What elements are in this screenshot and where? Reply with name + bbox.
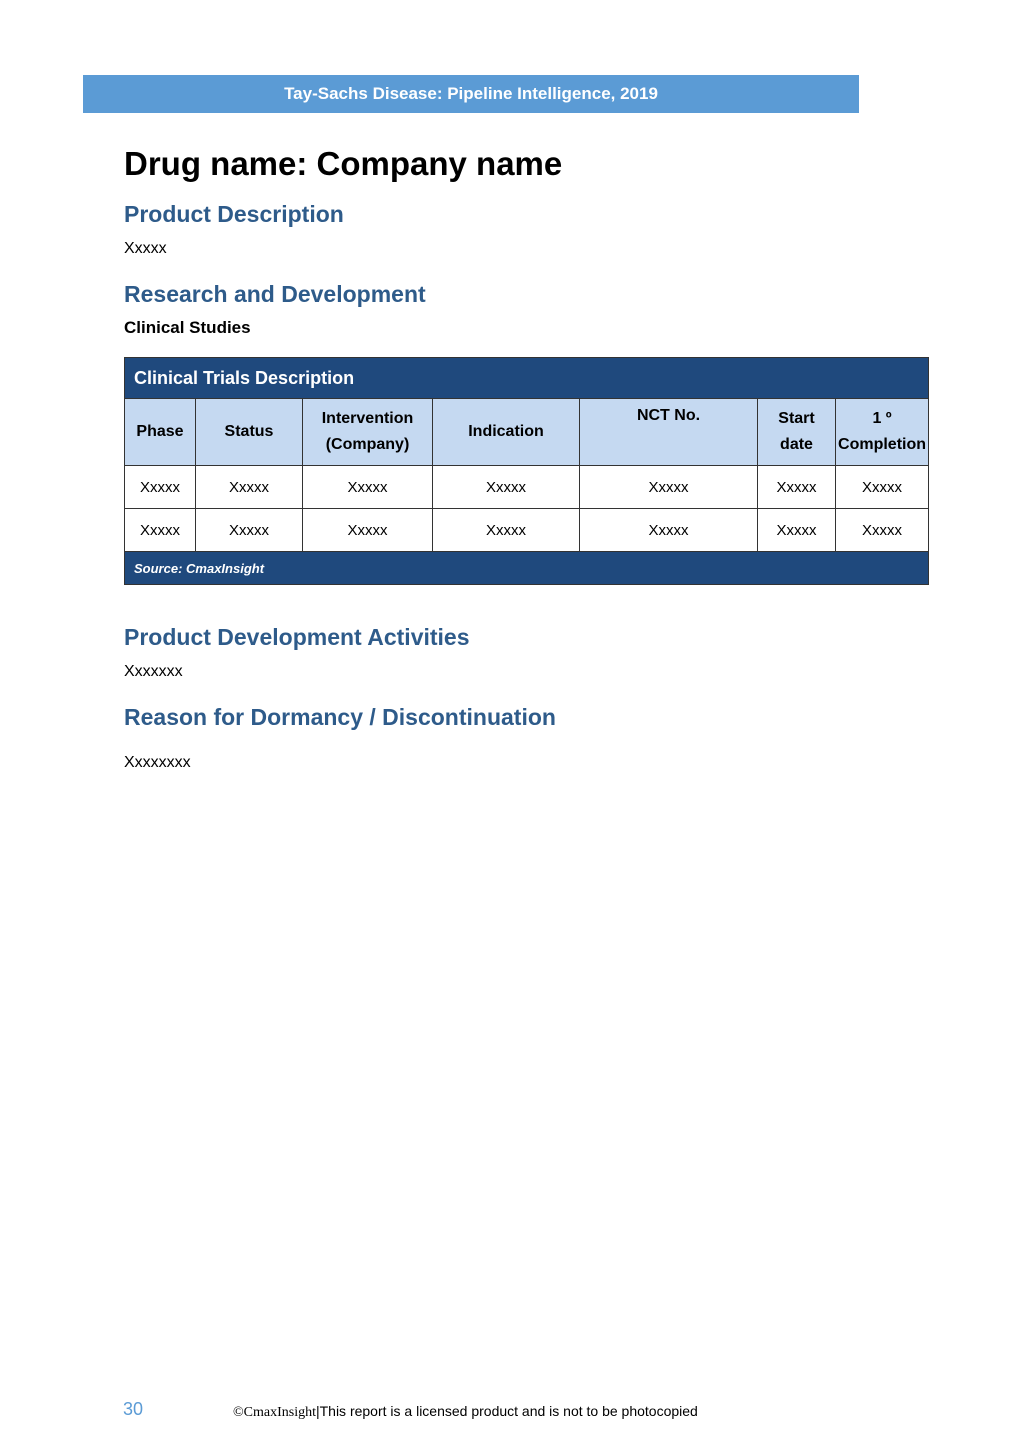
cell-intervention: Xxxxx xyxy=(303,509,433,552)
header-intervention-line2: (Company) xyxy=(325,436,410,453)
header-start-date xyxy=(758,399,836,466)
cell-phase: Xxxxx xyxy=(125,466,196,509)
table-source-row xyxy=(125,552,929,585)
dormancy-heading: Reason for Dormancy / Discontinuation xyxy=(124,704,556,730)
table-row xyxy=(125,509,929,552)
header-completion-line2: Completion xyxy=(838,436,927,453)
activities-heading: Product Development Activities xyxy=(124,624,470,650)
cell-nct: Xxxxx xyxy=(580,466,758,509)
product-description-heading: Product Description xyxy=(124,201,344,227)
product-description-text: Xxxxx xyxy=(124,240,167,257)
table-row xyxy=(125,466,929,509)
header-banner-text: Tay-Sachs Disease: Pipeline Intelligence, 2019 xyxy=(284,84,658,103)
research-heading: Research and Development xyxy=(124,281,426,307)
footer-brand: ©CmaxInsight xyxy=(233,1405,316,1420)
cell-indication: Xxxxx xyxy=(433,509,580,552)
cell-status: Xxxxx xyxy=(196,466,303,509)
table-caption: Clinical Trials Description xyxy=(125,358,929,399)
cell-nct: Xxxxx xyxy=(580,509,758,552)
cell-indication: Xxxxx xyxy=(433,466,580,509)
cell-completion: Xxxxx xyxy=(836,466,929,509)
cell-status: Xxxxx xyxy=(196,509,303,552)
header-intervention-line1: Intervention xyxy=(321,410,414,427)
cell-phase: Xxxxx xyxy=(125,509,196,552)
footer-notice xyxy=(233,1403,698,1421)
table-source: Source: CmaxInsight xyxy=(125,552,929,585)
header-indication: Indication xyxy=(433,399,580,466)
activities-text: Xxxxxxx xyxy=(124,663,183,680)
cell-intervention: Xxxxx xyxy=(303,466,433,509)
clinical-studies-subheading: Clinical Studies xyxy=(124,318,251,337)
header-completion xyxy=(836,399,929,466)
table-header-row xyxy=(125,399,929,466)
header-intervention xyxy=(303,399,433,466)
header-phase: Phase xyxy=(125,399,196,466)
header-status: Status xyxy=(196,399,303,466)
table-caption-row xyxy=(125,358,929,399)
clinical-trials-table xyxy=(124,357,929,585)
header-banner xyxy=(83,75,859,113)
dormancy-text: Xxxxxxxx xyxy=(124,754,191,771)
header-completion-line1: 1 º xyxy=(872,410,892,427)
cell-completion: Xxxxx xyxy=(836,509,929,552)
page-title: Drug name: Company name xyxy=(124,145,563,182)
footer-notice-text: This report is a licensed product and is not to be photocopied xyxy=(319,1403,698,1419)
header-start-line1: Start xyxy=(778,410,815,427)
cell-start-date: Xxxxx xyxy=(758,466,836,509)
header-start-line2: date xyxy=(780,436,813,453)
page-number: 30 xyxy=(123,1399,144,1419)
header-nct: NCT No. xyxy=(580,399,758,466)
footer-separator: | xyxy=(315,1403,320,1419)
cell-start-date: Xxxxx xyxy=(758,509,836,552)
